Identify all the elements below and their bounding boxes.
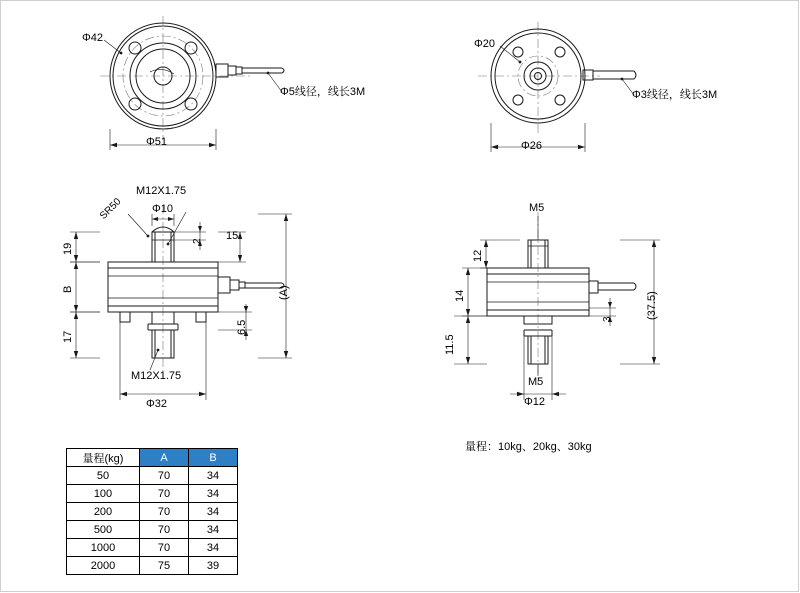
cell-b: 34 [189, 521, 238, 539]
label-thread-top-right: M5 [529, 202, 545, 214]
cell-a: 75 [140, 557, 189, 575]
label-thread-bottom-left: M12X1.75 [131, 370, 182, 382]
top-left-view [100, 16, 284, 150]
label-sr50: SR50 [98, 196, 124, 222]
label-dim-2: 2 [192, 238, 203, 244]
label-top-left-bolt-circle: Φ42 [82, 32, 104, 44]
top-right-view [478, 22, 636, 152]
table-header-a: A [140, 449, 189, 467]
cell-a: 70 [140, 503, 189, 521]
table-row [67, 485, 238, 503]
label-dia12: Φ12 [524, 396, 546, 408]
table-header-b: B [189, 449, 238, 467]
cell-capacity: 100 [67, 485, 140, 503]
cell-b: 34 [189, 485, 238, 503]
table-row [67, 503, 238, 521]
table-row [67, 521, 238, 539]
table-row [67, 557, 238, 575]
label-dim-B: B [62, 285, 74, 293]
bottom-right-view [454, 212, 660, 400]
cell-a: 70 [140, 539, 189, 557]
label-dim-15: 15 [226, 230, 239, 242]
label-top-left-outer-dia: Φ51 [146, 136, 168, 148]
capacity-dimension-table [66, 448, 238, 575]
cell-b: 39 [189, 557, 238, 575]
table-header-capacity: 量程(kg) [67, 449, 140, 467]
label-dim-17: 17 [62, 330, 74, 343]
label-dim-19: 19 [62, 242, 74, 255]
cell-capacity: 2000 [67, 557, 140, 575]
cell-a: 70 [140, 485, 189, 503]
label-dim-14: 14 [454, 289, 466, 302]
label-capacity-note: 量程：10kg、20kg、30kg [465, 441, 592, 453]
label-thread-bottom-right: M5 [528, 376, 544, 388]
label-top-right-outer-dia: Φ26 [521, 140, 543, 152]
cell-b: 34 [189, 467, 238, 485]
cell-a: 70 [140, 521, 189, 539]
label-top-right-bolt-circle: Φ20 [474, 38, 496, 50]
label-top-left-cable: Φ5线径，线长3M [280, 86, 366, 98]
label-dia10: Φ10 [152, 203, 174, 215]
table-row [67, 467, 238, 485]
label-dim-12: 12 [472, 249, 484, 262]
label-dia32: Φ32 [146, 398, 168, 410]
label-thread-top-left: M12X1.75 [136, 185, 187, 197]
label-dim-3: 3 [602, 316, 613, 322]
table-row [67, 539, 238, 557]
cell-capacity: 200 [67, 503, 140, 521]
cell-b: 34 [189, 503, 238, 521]
label-dim-11-5: 11.5 [444, 334, 456, 355]
cell-a: 70 [140, 467, 189, 485]
cell-capacity: 1000 [67, 539, 140, 557]
label-dim-A: (A) [278, 285, 290, 300]
cell-b: 34 [189, 539, 238, 557]
cell-capacity: 50 [67, 467, 140, 485]
label-dim-37-5: (37.5) [646, 291, 658, 320]
cell-capacity: 500 [67, 521, 140, 539]
label-top-right-cable: Φ3线径，线长3M [632, 89, 718, 101]
table-header-row [67, 449, 238, 467]
label-dim-6-5: 6.5 [236, 319, 248, 335]
